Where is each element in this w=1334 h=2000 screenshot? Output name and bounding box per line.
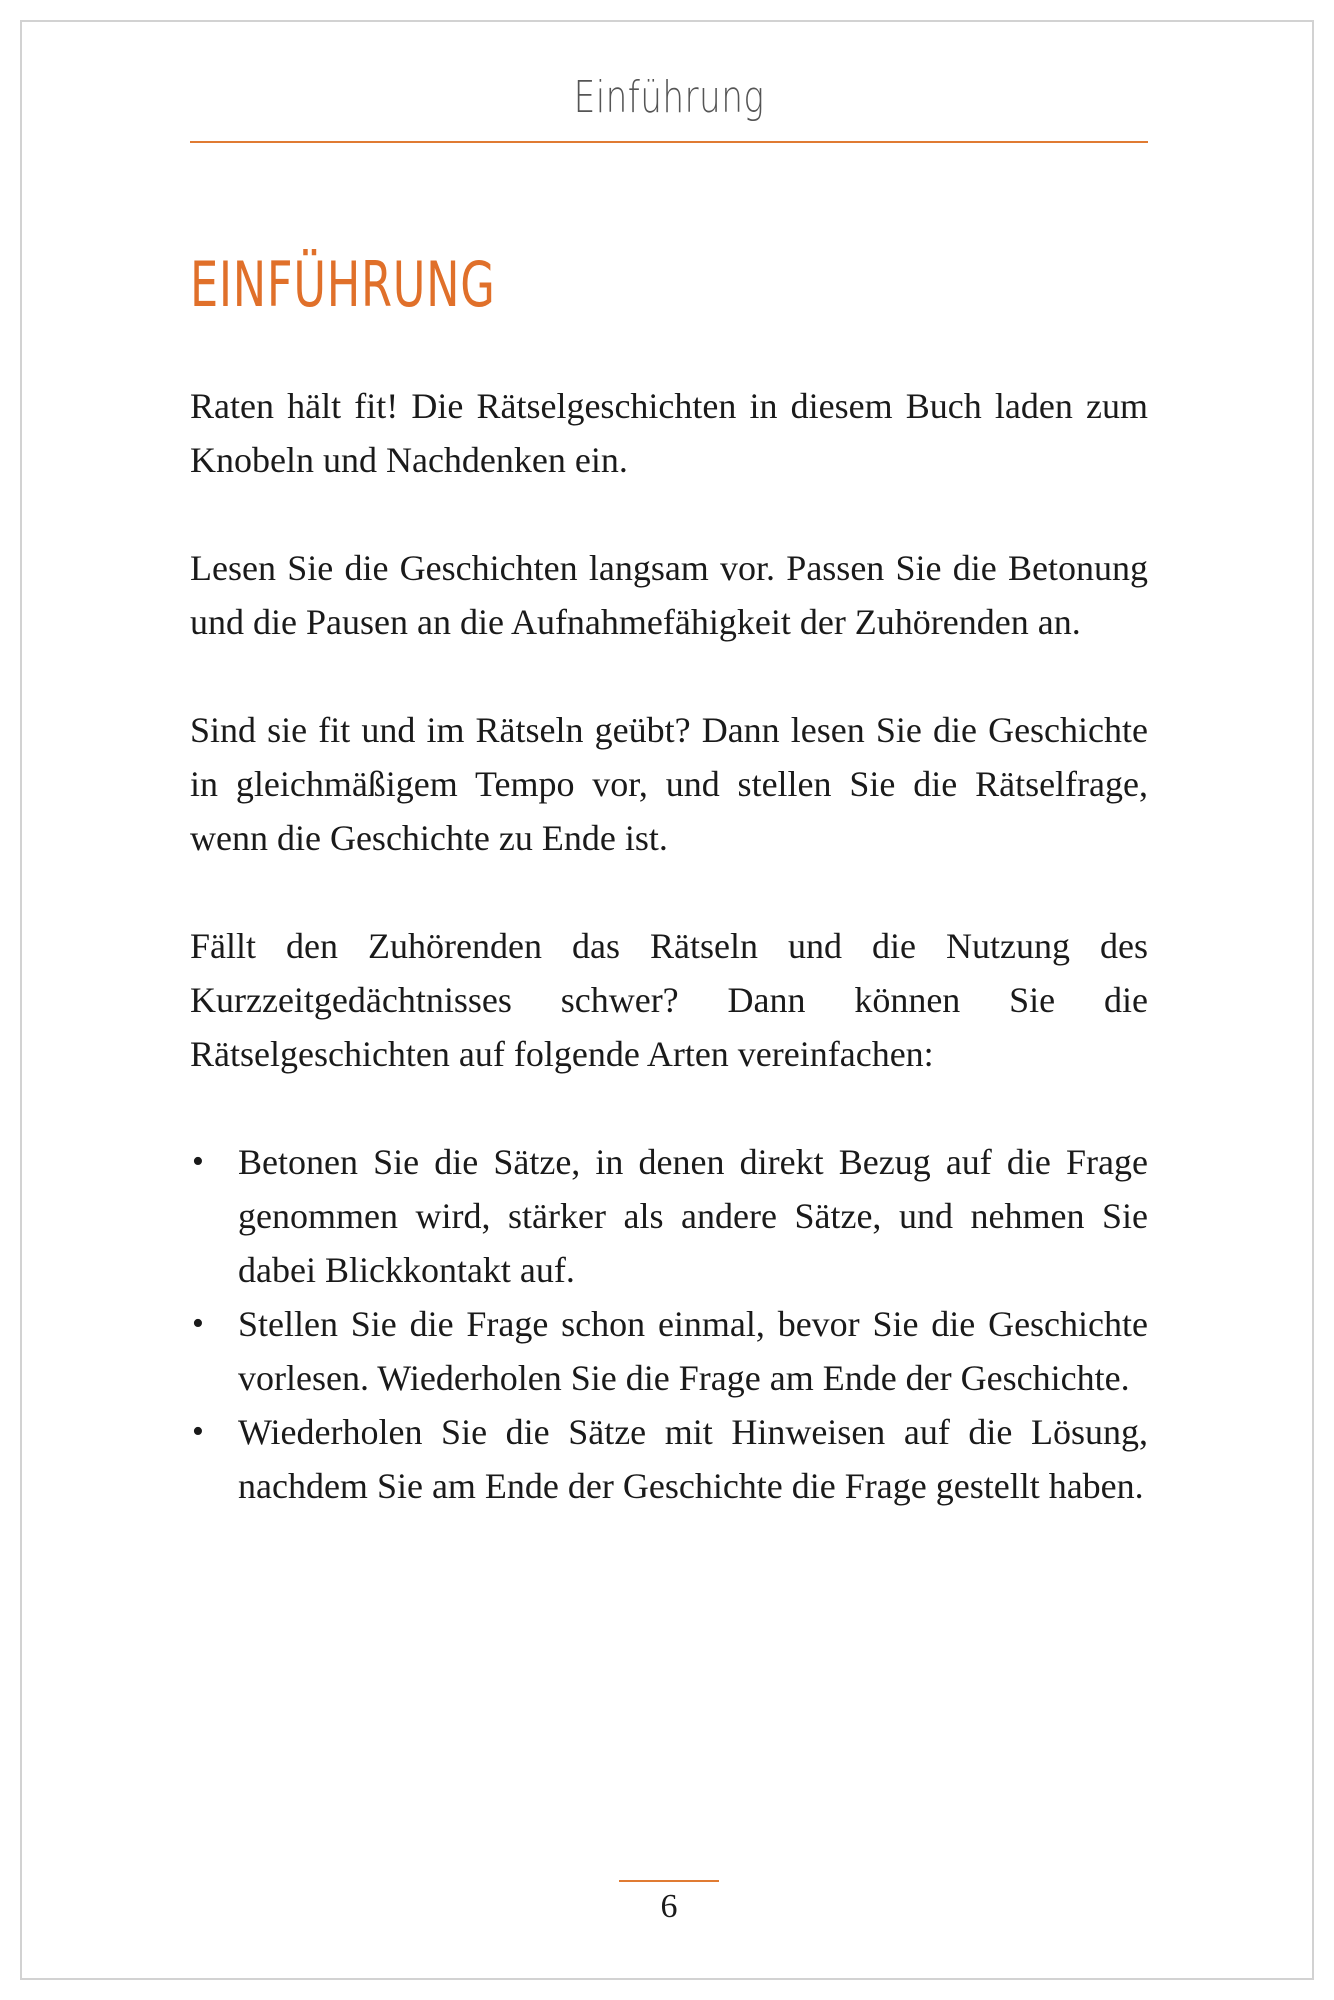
paragraph-3: Sind sie fit und im Rätseln geübt? Dann lesen Sie die Geschichte in gleichmäßigem Tempo vor, und stellen Sie die Rätselfrage, wenn die Geschichte zu Ende ist. xyxy=(190,710,1148,858)
paragraph-1: Raten hält fit! Die Rätselgeschichten in diesem Buch laden zum Knobeln und Nachdenken ein. xyxy=(190,386,1148,480)
list-item-text: Betonen Sie die Sätze, in denen direkt Bezug auf die Frage genommen wird, stärker als andere Sätze, und nehmen Sie dabei Blickkontakt auf. xyxy=(238,1142,1148,1290)
running-head: Einführung xyxy=(573,72,765,123)
bullet-icon: • xyxy=(192,1413,204,1450)
footer-rule xyxy=(619,1880,719,1882)
bullet-icon: • xyxy=(192,1143,204,1180)
paragraph-2: Lesen Sie die Geschichten langsam vor. Passen Sie die Betonung und die Pausen an die Aufnahmefähigkeit der Zuhörenden an. xyxy=(190,548,1148,642)
list-item xyxy=(190,1405,1148,1513)
paragraph-4: Fällt den Zuhörenden das Rätseln und die Nutzung des Kurzzeitgedächtnisses schwer? Dann können Sie die Rätselgeschichten auf folgende Arten vereinfachen: xyxy=(190,926,1148,1074)
bullet-icon: • xyxy=(192,1305,204,1342)
page-number: 6 xyxy=(660,1888,678,1925)
list-item-text: Wiederholen Sie die Sätze mit Hinweisen auf die Lösung, nachdem Sie am Ende der Geschichte die Frage gestellt haben. xyxy=(238,1412,1148,1506)
chapter-title: EINFÜHRUNG xyxy=(190,248,496,321)
list-item-text: Stellen Sie die Frage schon einmal, bevor Sie die Geschichte vorlesen. Wiederholen Sie die Frage am Ende der Geschichte. xyxy=(238,1304,1148,1398)
list-item xyxy=(190,1297,1148,1405)
tips-list xyxy=(190,1135,1148,1513)
body-text xyxy=(190,379,1148,1513)
list-item xyxy=(190,1135,1148,1297)
header-rule xyxy=(190,141,1148,143)
